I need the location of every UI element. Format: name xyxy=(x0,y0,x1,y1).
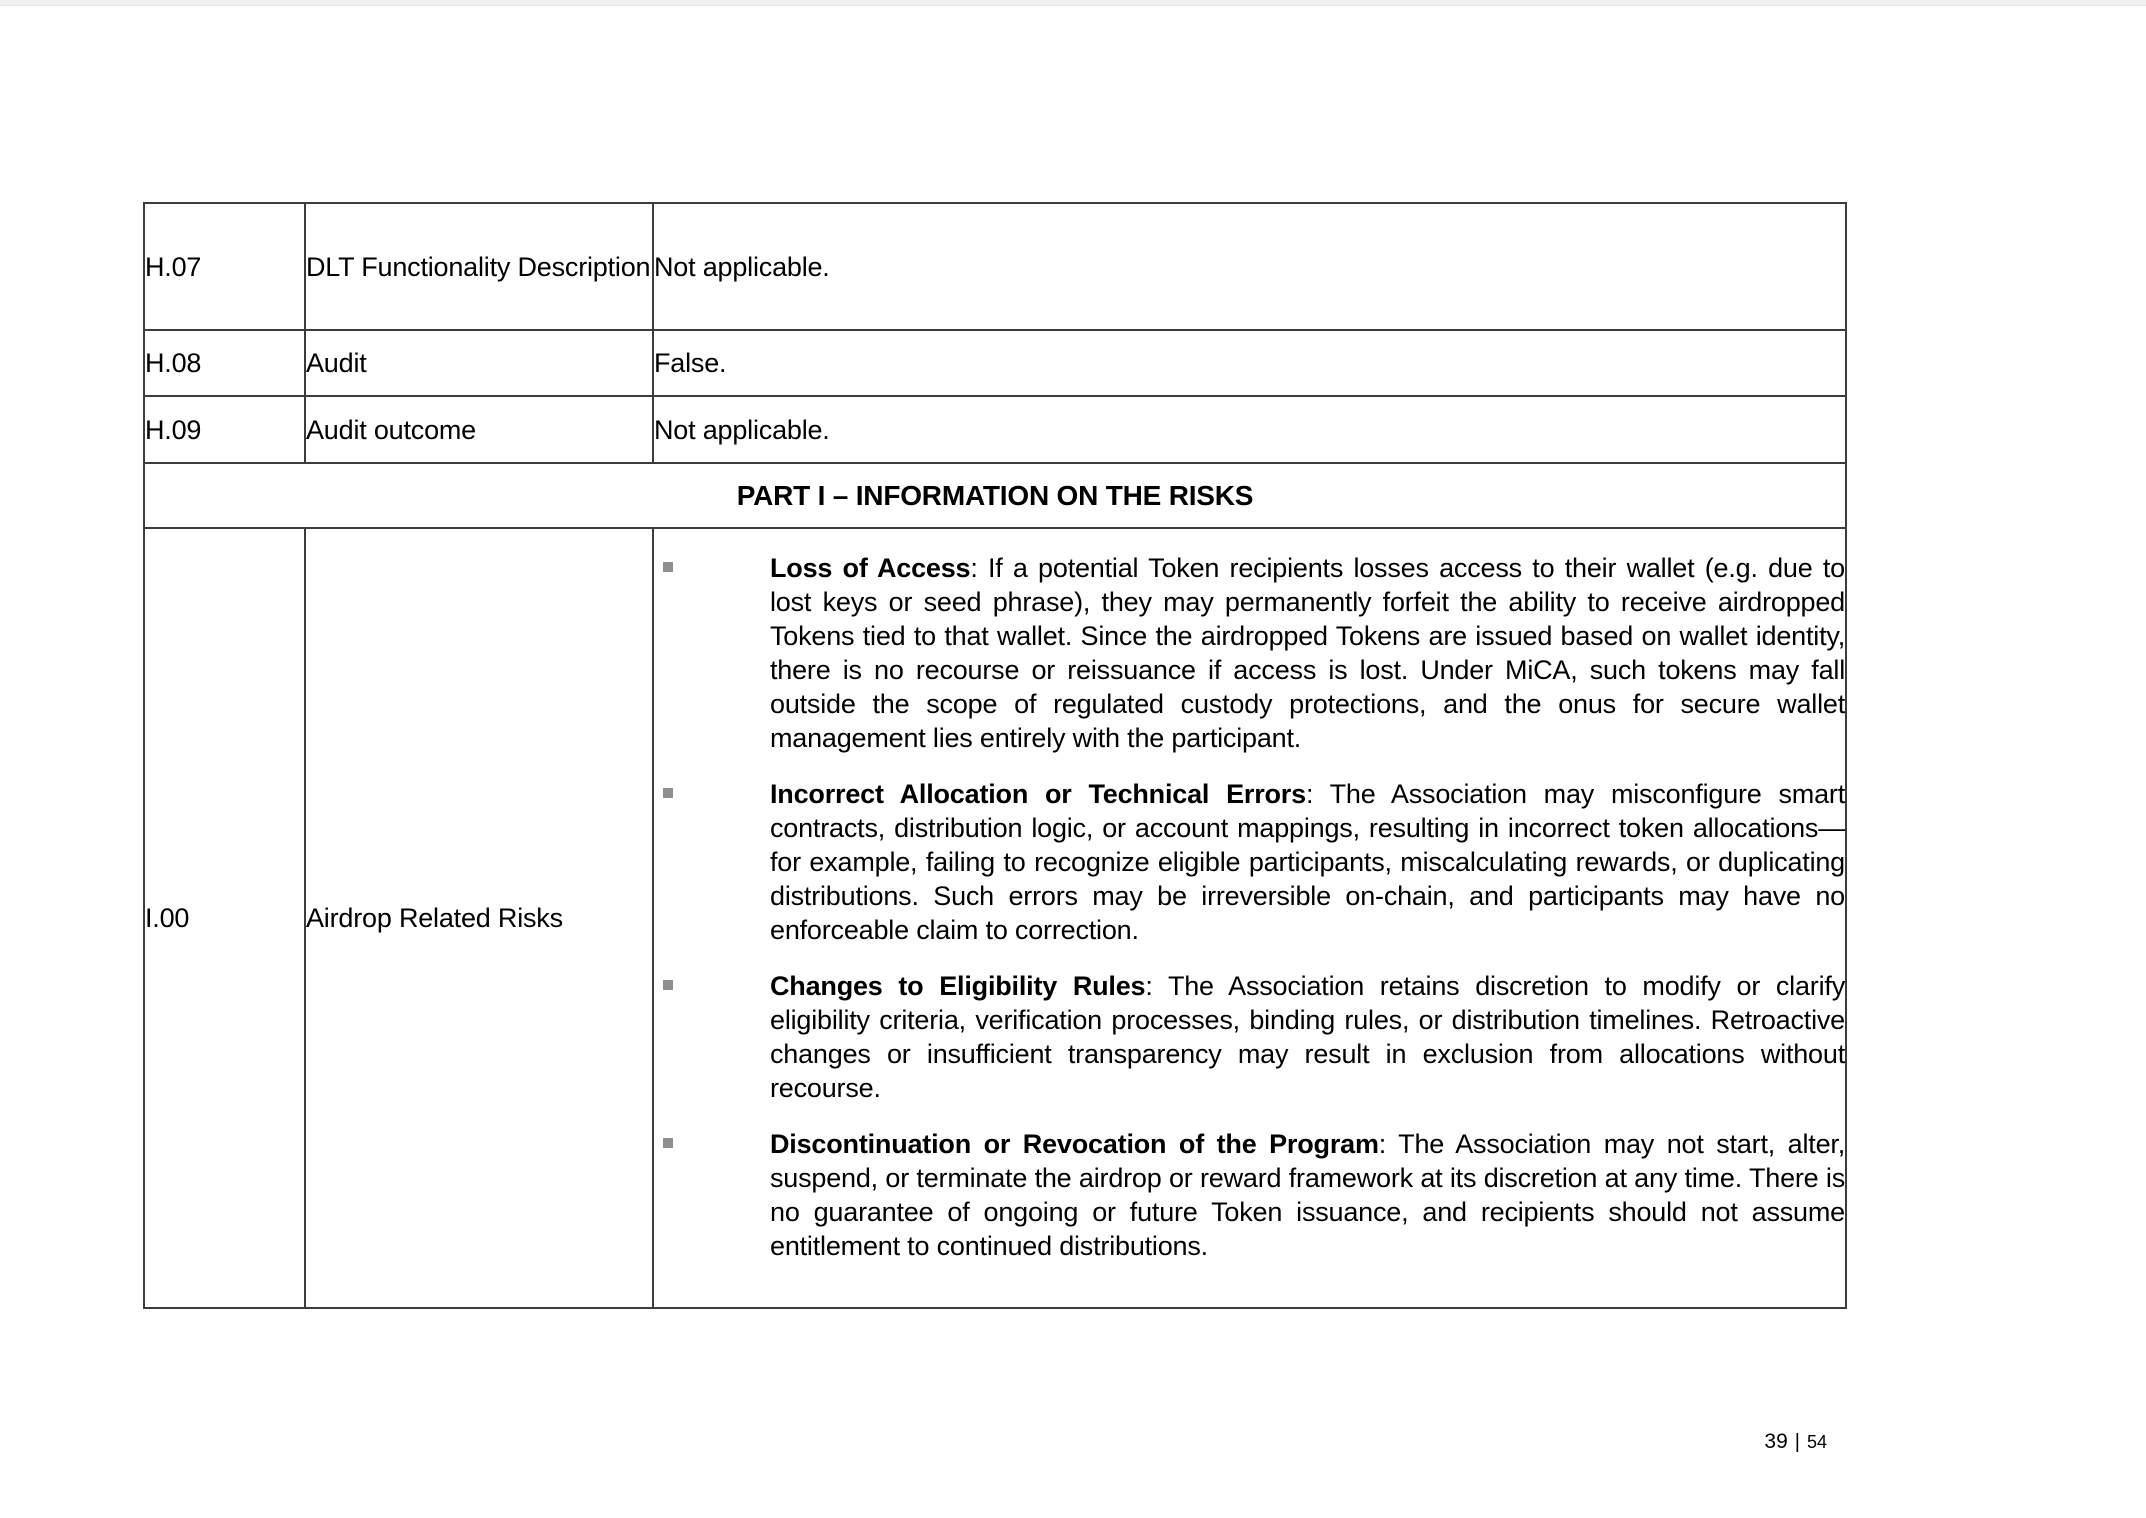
viewer-top-edge xyxy=(0,0,2146,6)
risk-id-cell xyxy=(144,528,305,1308)
table-row xyxy=(144,330,1846,396)
section-header-title: PART I – INFORMATION ON THE RISKS xyxy=(736,479,1254,511)
bullet-item xyxy=(654,969,1845,1105)
page-footer xyxy=(1764,1430,1827,1454)
risk-bullet-list xyxy=(654,551,1845,1263)
page-number-total: 54 xyxy=(1806,1432,1827,1452)
row-value-cell xyxy=(653,330,1846,396)
bullet-square-icon xyxy=(663,562,673,572)
row-id-cell xyxy=(144,330,305,396)
bullet-title: Loss of Access xyxy=(770,553,971,583)
bullet-item xyxy=(654,777,1845,947)
bullet-text: : The Association may misconfigure smart contracts, distribution logic, or account mappings, resulting in incorrect token allocations—for example, failing to recognize eligible participants, miscalculating rewards, or duplicating distributions. Such errors may be irreversible on-chain, and participants may have no enforceable claim to correction. xyxy=(770,779,1845,945)
row-value: Not applicable. xyxy=(654,251,830,282)
bullet-square-icon xyxy=(663,788,673,798)
risk-label-cell xyxy=(305,528,653,1308)
bullet-square-icon xyxy=(663,980,673,990)
risk-row-label: Airdrop Related Risks xyxy=(306,903,563,933)
row-id-cell xyxy=(144,203,305,330)
row-value: Not applicable. xyxy=(654,414,830,445)
table-row xyxy=(144,203,1846,330)
page-number-separator: | xyxy=(1794,1431,1800,1453)
row-value-cell xyxy=(653,203,1846,330)
row-id-cell xyxy=(144,396,305,463)
bullet-item xyxy=(654,1127,1845,1263)
bullet-text: : The Association may not start, alter, suspend, or terminate the airdrop or reward framework at its discretion at any time. There is no guarantee of ongoing or future Token issuance, and recipients should not assume entitlement to continued distributions. xyxy=(770,1129,1845,1261)
row-id: H.08 xyxy=(145,348,202,378)
page-number-current: 39 xyxy=(1764,1430,1788,1453)
risk-row-id: I.00 xyxy=(145,903,190,933)
row-label-cell xyxy=(305,330,653,396)
bullet-title: Discontinuation or Revocation of the Program xyxy=(770,1129,1379,1159)
row-value: False. xyxy=(654,348,727,378)
table-row xyxy=(144,396,1846,463)
row-id: H.09 xyxy=(145,414,202,445)
whitepaper-table xyxy=(143,202,1847,1309)
row-label: Audit outcome xyxy=(306,414,476,445)
section-header-row xyxy=(144,463,1846,528)
row-label-cell xyxy=(305,396,653,463)
bullet-title: Incorrect Allocation or Technical Errors xyxy=(770,779,1306,809)
bullet-text: : If a potential Token recipients losses access to their wallet (e.g. due to lost keys or seed phrase), they may permanently forfeit the ability to receive airdropped Tokens tied to that wallet. Since the airdropped Tokens are issued based on wallet identity, there is no recourse or reissuance if access is lost. Under MiCA, such tokens may fall outside the scope of regulated custody protections, and the onus for secure wallet management lies entirely with the participant. xyxy=(770,553,1845,753)
bullet-item xyxy=(654,551,1845,755)
risk-table-row xyxy=(144,528,1846,1308)
bullet-square-icon xyxy=(663,1138,673,1148)
row-label-cell xyxy=(305,203,653,330)
row-label: DLT Functionality Description xyxy=(306,251,651,282)
bullet-text: : The Association retains discretion to modify or clarify eligibility criteria, verification processes, binding rules, or distribution timelines. Retroactive changes or insufficient transparency may result in exclusion from allocations without recourse. xyxy=(770,971,1845,1103)
bullet-title: Changes to Eligibility Rules xyxy=(770,971,1146,1001)
row-value-cell xyxy=(653,396,1846,463)
row-id: H.07 xyxy=(145,251,202,282)
section-header-cell xyxy=(144,463,1846,528)
row-label: Audit xyxy=(306,348,367,378)
risk-bullets-cell xyxy=(653,528,1846,1308)
